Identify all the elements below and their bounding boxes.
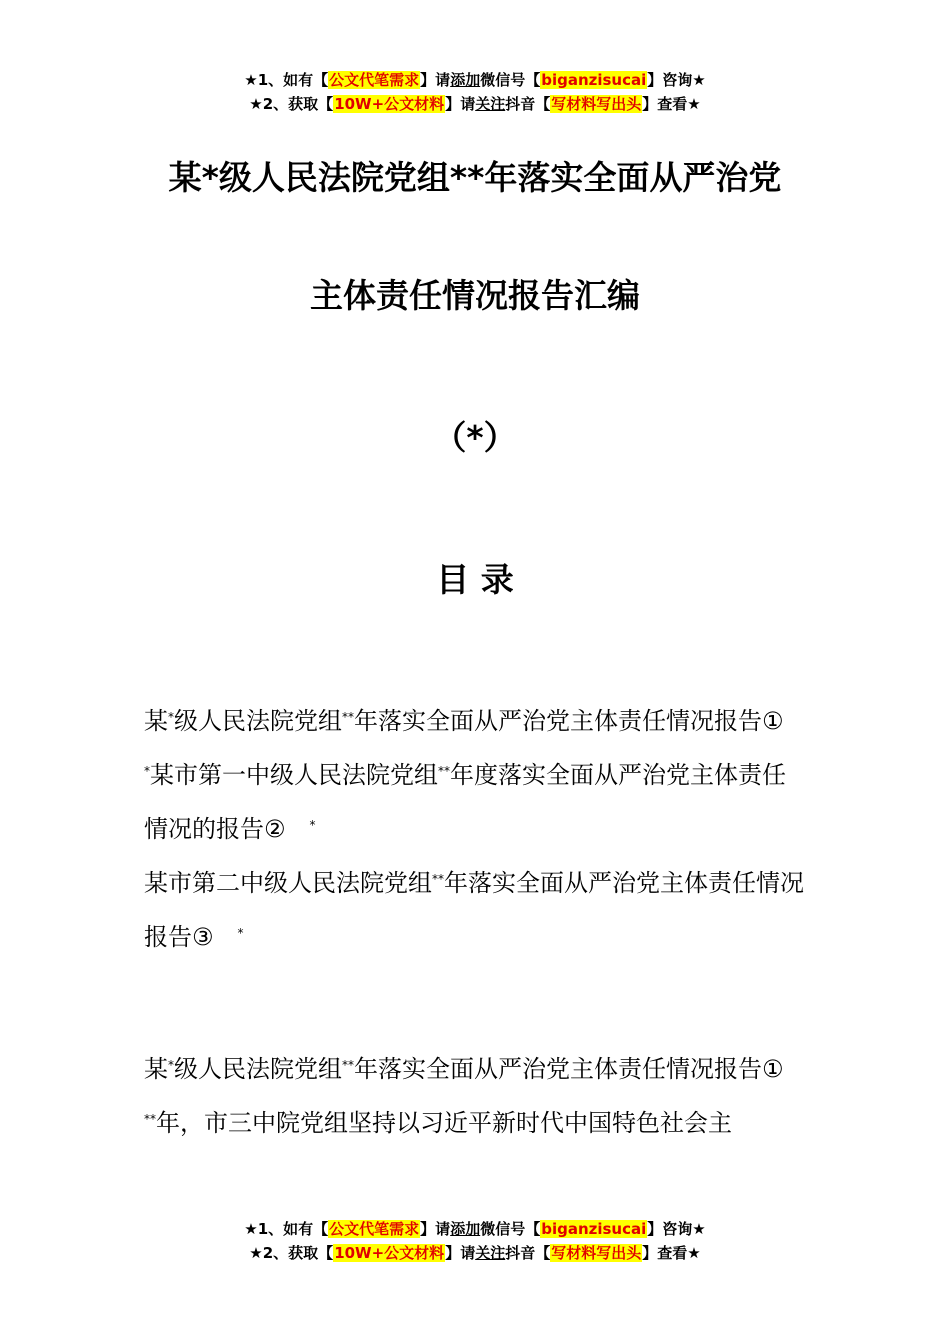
toc-entries-1-2: 某*级人民法院党组**年落实全面从严治党主体责任情况报告① *某市第一中级人民法院党组**年度落实全面从严治党主体责任情况的报告② *: [144, 707, 786, 843]
highlight-materials: 10W+公文材料: [334, 1244, 445, 1262]
toc-entry-3: 某市第二中级人民法院党组**年落实全面从严治党主体责任情况报告③ *: [144, 869, 804, 951]
banner-line-1: [0, 1217, 950, 1241]
highlight-service: 公文代笔需求: [329, 1220, 420, 1238]
banner-text: ★1、如有【: [244, 71, 329, 89]
banner-text: 抖音【: [505, 95, 551, 113]
banner-text: 】咨询★: [647, 1220, 706, 1238]
banner-text: ★1、如有【: [244, 1220, 329, 1238]
banner-line-2: [0, 92, 950, 116]
banner-text: 抖音【: [505, 1244, 551, 1262]
banner-line-1: [0, 68, 950, 92]
toc-heading: 目 录: [436, 560, 514, 599]
section-1-body: **年，市三中院党组坚持以习近平新时代中国特色社会主: [144, 1109, 732, 1137]
banner-text: 微信号【: [480, 1220, 541, 1238]
document-title-line-2: 主体责任情况报告汇编: [310, 276, 640, 315]
banner-text: 】查看★: [642, 1244, 701, 1262]
banner-text: 】请: [420, 71, 451, 89]
underlined-text: 添加: [450, 1220, 481, 1238]
footer-banner: [0, 1217, 950, 1265]
banner-text: 】请: [445, 95, 476, 113]
highlight-douyin-id: 写材料写出头: [551, 95, 642, 113]
document-title-line-1: 某*级人民法院党组**年落实全面从严治党: [168, 158, 782, 197]
banner-text: 微信号【: [480, 71, 541, 89]
underlined-text: 添加: [450, 71, 481, 89]
banner-text: 】请: [445, 1244, 476, 1262]
section-1: [144, 1040, 809, 1148]
banner-line-2: [0, 1241, 950, 1265]
underlined-text: 关注: [475, 1244, 506, 1262]
document-title-line-3: （*）: [433, 418, 517, 457]
highlight-wechat-id: biganzisucai: [541, 71, 647, 89]
highlight-service: 公文代笔需求: [329, 71, 420, 89]
highlight-materials: 10W+公文材料: [334, 95, 445, 113]
banner-text: 】查看★: [642, 95, 701, 113]
banner-text: 】请: [420, 1220, 451, 1238]
underlined-text: 关注: [475, 95, 506, 113]
section-1-heading: 某*级人民法院党组**年落实全面从严治党主体责任情况报告①: [144, 1055, 784, 1083]
highlight-wechat-id: biganzisucai: [541, 1220, 647, 1238]
highlight-douyin-id: 写材料写出头: [551, 1244, 642, 1262]
table-of-contents: [144, 692, 809, 962]
header-banner: [0, 68, 950, 116]
banner-text: 】咨询★: [647, 71, 706, 89]
banner-text: ★2、获取【: [249, 1244, 334, 1262]
banner-text: ★2、获取【: [249, 95, 334, 113]
